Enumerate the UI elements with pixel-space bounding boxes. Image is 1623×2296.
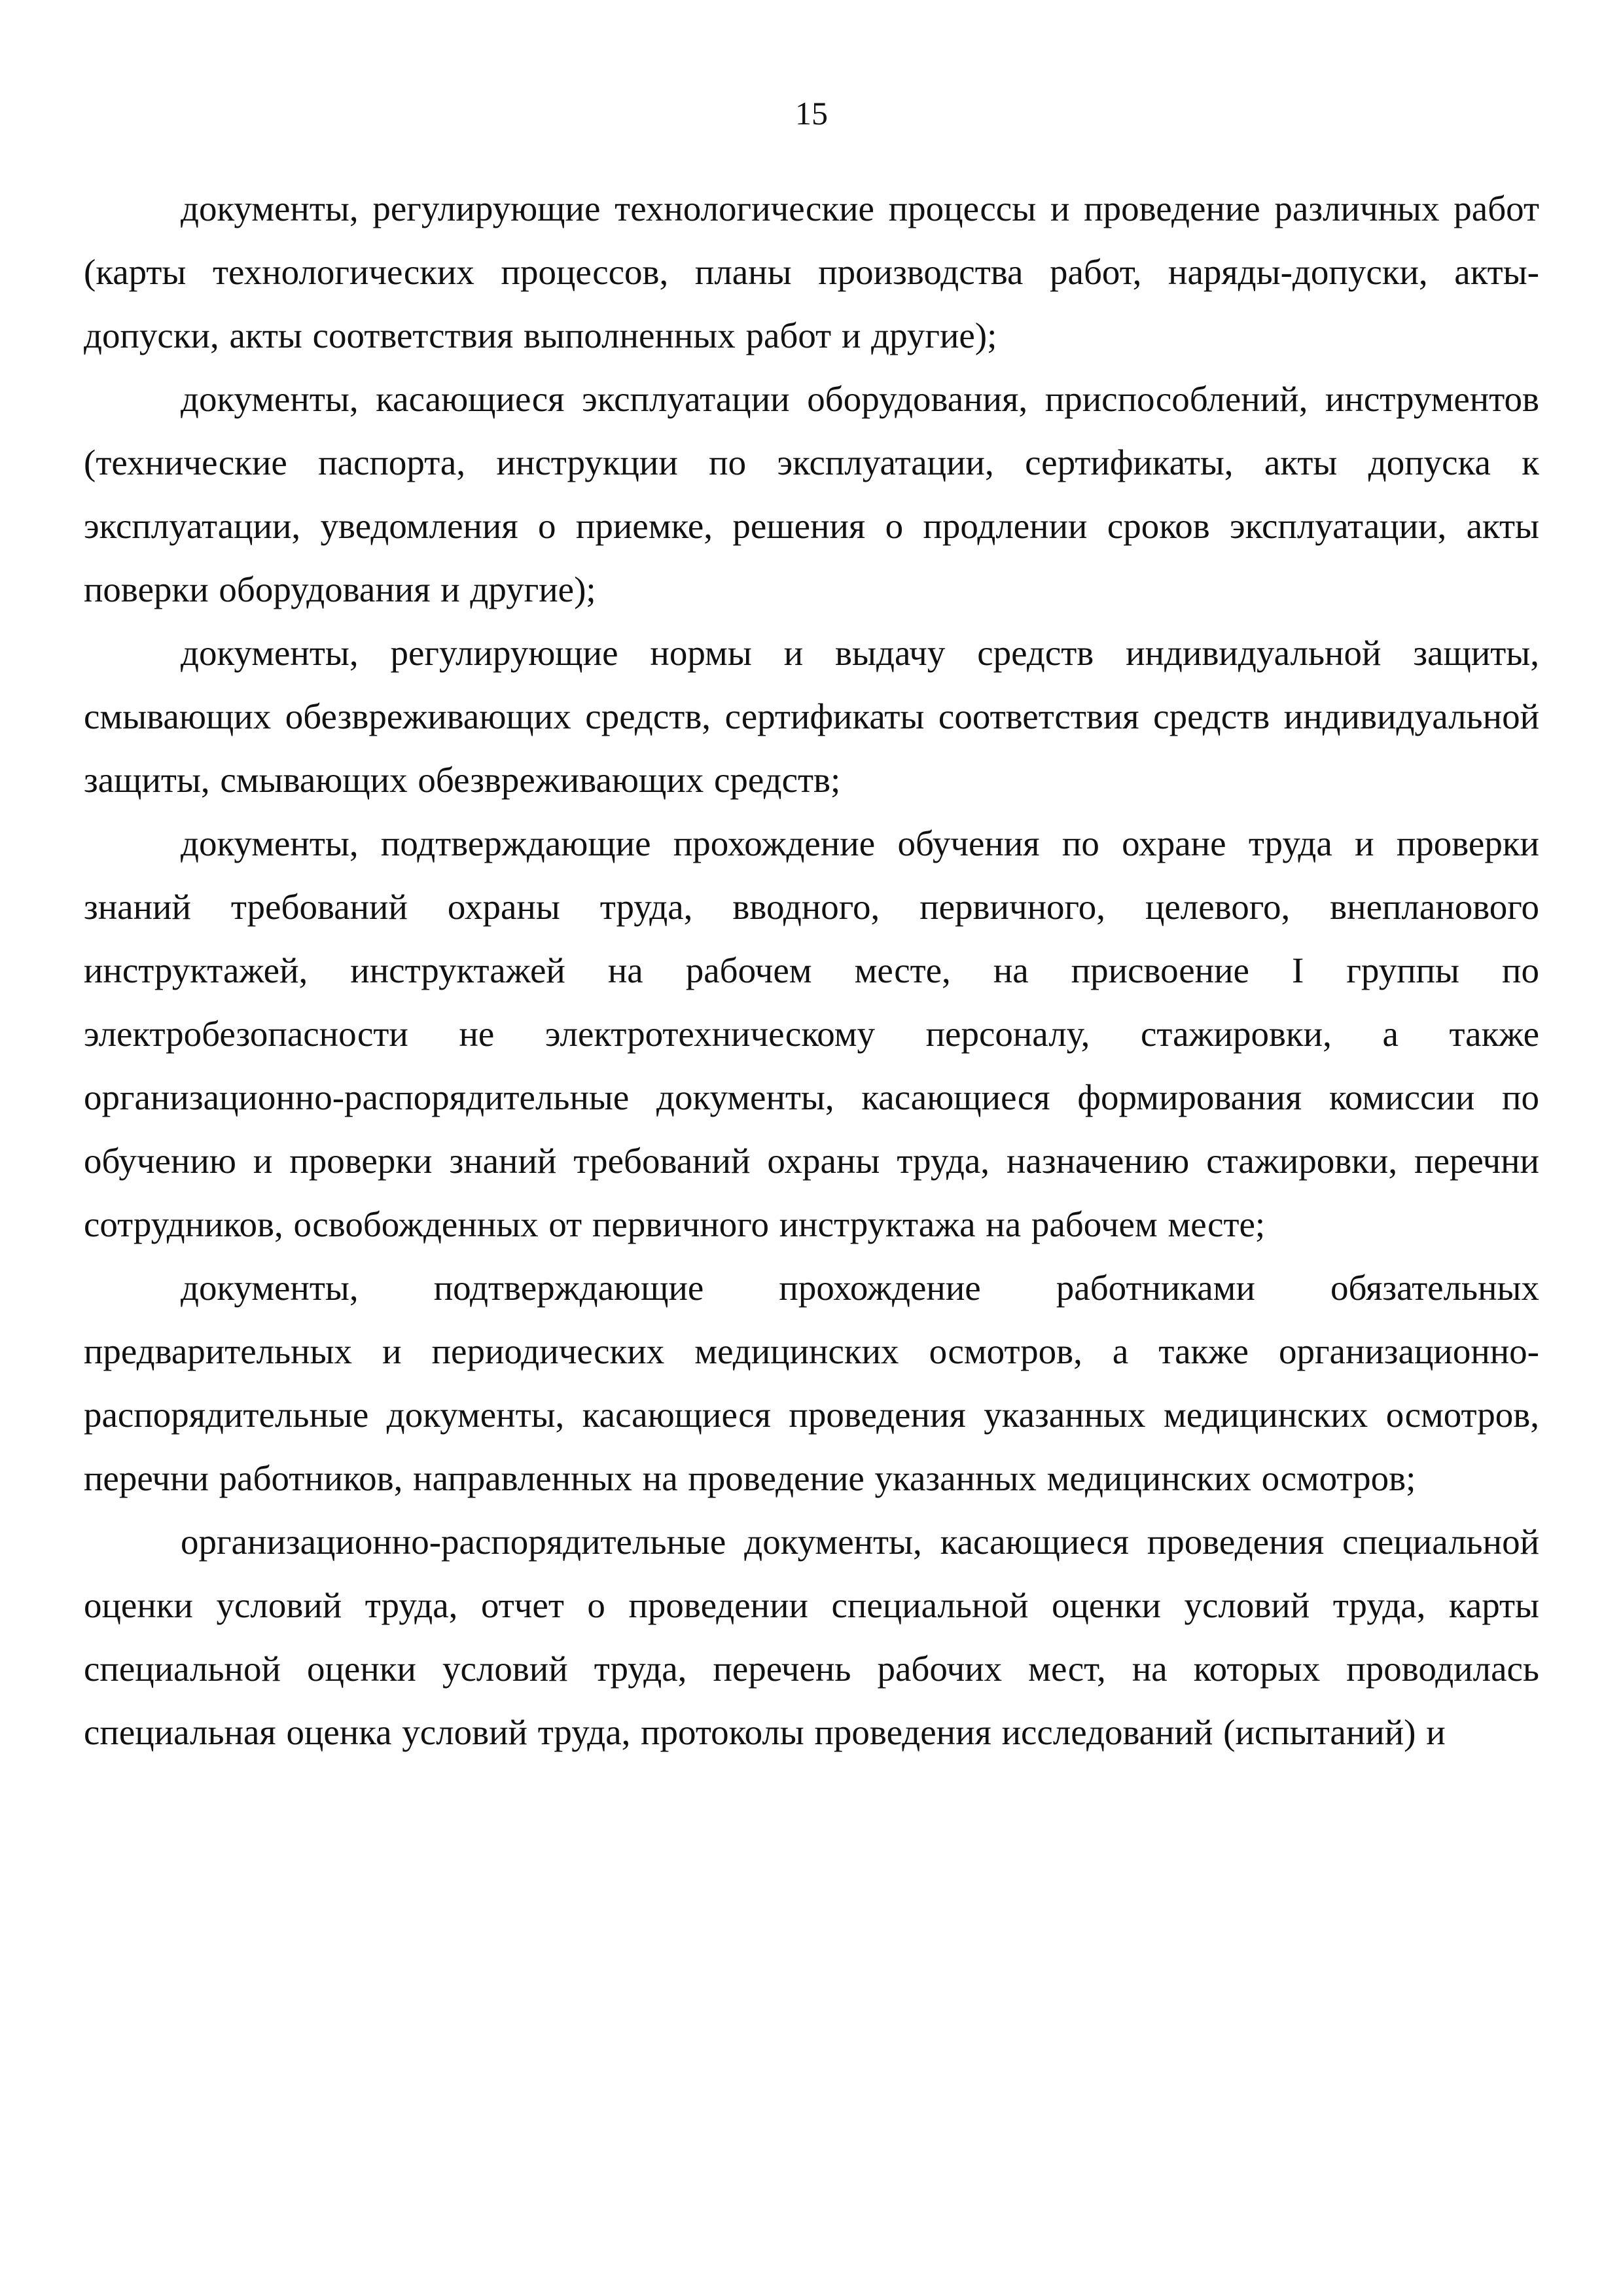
paragraph: организационно-распорядительные документы, касающиеся проведения специальной оценки условий труда, отчет о проведении специальной оценки условий труда, карты специальной оценки условий труда, перечень рабочих мест, на которых проводилась специальная оценка условий труда, протоколы проведения исследований (испытаний) и	[84, 1522, 1539, 1752]
paragraph: документы, подтверждающие прохождение обучения по охране труда и проверки знаний требований охраны труда, вводного, первичного, целевого, внепланового инструктажей, инструктажей на рабочем месте, на присвоение I группы по электробезопасности не электротехническому персоналу, стажировки, а также организационно-распорядительные документы, касающиеся формирования комиссии по обучению и проверки знаний требований охраны труда, назначению стажировки, перечни сотрудников, освобожденных от первичного инструктажа на рабочем месте;	[84, 823, 1539, 1244]
page-number: 15	[795, 95, 828, 132]
paragraph: документы, регулирующие технологические процессы и проведение различных работ (карты технологических процессов, планы производства работ, наряды-допуски, акты-допуски, акты соответствия выполненных работ и другие);	[84, 188, 1539, 355]
paragraph: документы, регулирующие нормы и выдачу средств индивидуальной защиты, смывающих обезвреживающих средств, сертификаты соответствия средств индивидуальной защиты, смывающих обезвреживающих средств;	[84, 633, 1539, 800]
document-body	[84, 177, 1539, 1764]
paragraph: документы, касающиеся эксплуатации оборудования, приспособлений, инструментов (технические паспорта, инструкции по эксплуатации, сертификаты, акты допуска к эксплуатации, уведомления о приемке, решения о продлении сроков эксплуатации, акты поверки оборудования и другие);	[84, 379, 1539, 609]
paragraph: документы, подтверждающие прохождение работниками обязательных предварительных и периодических медицинских осмотров, а также организационно-распорядительные документы, касающиеся проведения указанных медицинских осмотров, перечни работников, направленных на проведение указанных медицинских осмотров;	[84, 1268, 1539, 1498]
